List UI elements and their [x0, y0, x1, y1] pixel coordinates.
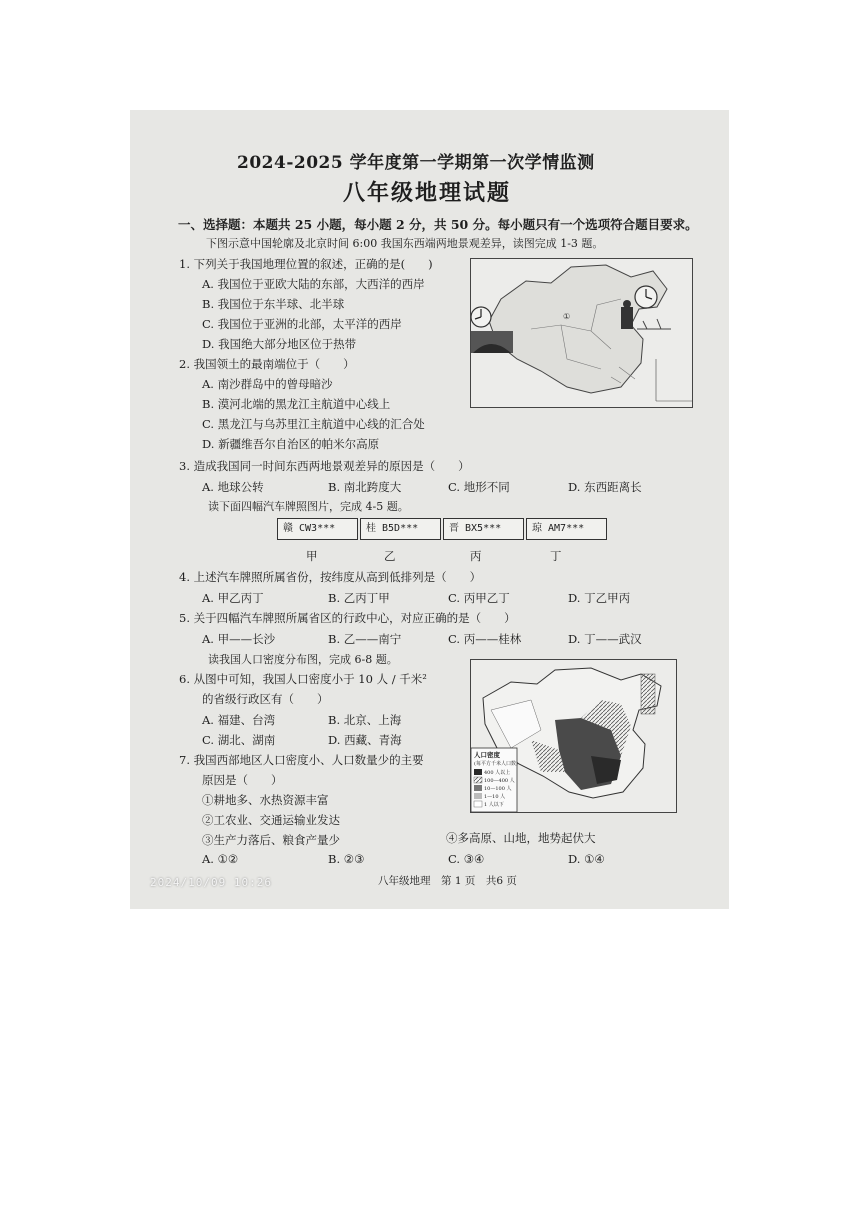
q2-option-b: B. 漠河北端的黑龙江主航道中心线上 — [202, 397, 391, 411]
q2-option-c: C. 黑龙江与乌苏里江主航道中心线的汇合处 — [202, 417, 425, 431]
q2-option-d: D. 新疆维吾尔自治区的帕米尔高原 — [202, 437, 380, 451]
question-6-cont: 的省级行政区有（ ） — [202, 692, 329, 706]
q7-option-d: D. ①④ — [568, 852, 605, 866]
q4-option-d: D. 丁乙甲丙 — [568, 591, 631, 605]
q4-option-c: C. 丙甲乙丁 — [448, 591, 510, 605]
q1-option-d: D. 我国绝大部分地区位于热带 — [202, 337, 357, 351]
intro-4-5: 读下面四幅汽车牌照图片，完成 4-5 题。 — [208, 500, 409, 513]
q2-option-a: A. 南沙群岛中的曾母暗沙 — [202, 377, 333, 391]
plate-jia: 赣 CW3*** — [277, 518, 358, 540]
plate-label-jia: 甲 — [306, 549, 318, 563]
question-3: 3. 造成我国同一时间东西两地景观差异的原因是（ ） — [179, 459, 470, 473]
person-morning-icon — [621, 307, 633, 329]
q7-statement-3: ③生产力落后、粮食产量少 — [202, 833, 340, 847]
svg-text:100—400 人: 100—400 人 — [484, 778, 515, 784]
question-4: 4. 上述汽车牌照所属省份，按纬度从高到低排列是（ ） — [179, 570, 482, 584]
china-map-figure — [471, 259, 692, 407]
exam-subtitle: 八年级地理试题 — [343, 180, 512, 206]
svg-text:1—10 人: 1—10 人 — [484, 794, 506, 800]
q7-statement-2: ②工农业、交通运输业发达 — [202, 813, 340, 827]
china-outline-map — [470, 258, 693, 408]
question-7: 7. 我国西部地区人口密度小、人口数量少的主要 — [179, 753, 424, 767]
exam-title: 2024-2025 学年度第一学期第一次学情监测 — [237, 153, 595, 173]
q5-option-a: A. 甲——长沙 — [202, 632, 276, 646]
q1-option-c: C. 我国位于亚洲的北部，太平洋的西岸 — [202, 317, 402, 331]
photo-timestamp: 2024/10/09 10:26 — [150, 876, 272, 889]
page-footer: 八年级地理 第 1 页 共6 页 — [378, 875, 517, 887]
q3-option-c: C. 地形不同 — [448, 480, 510, 494]
plate-label-bing: 丙 — [470, 549, 482, 563]
q1-option-b: B. 我国位于东半球、北半球 — [202, 297, 345, 311]
question-1: 1. 下列关于我国地理位置的叙述，正确的是( ) — [179, 257, 433, 271]
q3-option-a: A. 地球公转 — [202, 480, 264, 494]
q4-option-a: A. 甲乙丙丁 — [202, 591, 264, 605]
intro-1-3: 下图示意中国轮廓及北京时间 6:00 我国东西端两地景观差异，读图完成 1-3 题。 — [206, 237, 604, 250]
q7-statement-4: ④多高原、山地，地势起伏大 — [446, 831, 596, 845]
q5-option-c: C. 丙——桂林 — [448, 632, 522, 646]
q3-option-b: B. 南北跨度大 — [328, 480, 402, 494]
svg-text:人口密度: 人口密度 — [474, 751, 500, 759]
plate-label-yi: 乙 — [384, 549, 396, 563]
q5-option-d: D. 丁——武汉 — [568, 632, 642, 646]
section-heading: 一、选择题：本题共 25 小题，每小题 2 分，共 50 分。每小题只有一个选项符合题目要求。 — [178, 217, 698, 232]
exam-photo — [130, 110, 729, 909]
question-6: 6. 从图中可知，我国人口密度小于 10 人 / 千米² — [179, 672, 427, 686]
svg-text:400 人以上: 400 人以上 — [484, 770, 511, 776]
question-5: 5. 关于四幅汽车牌照所属省区的行政中心，对应正确的是（ ） — [179, 611, 516, 625]
q6-option-c: C. 湖北、湖南 — [202, 733, 276, 747]
q6-option-a: A. 福建、台湾 — [202, 713, 276, 727]
q7-option-b: B. ②③ — [328, 852, 365, 866]
q7-option-c: C. ③④ — [448, 852, 485, 866]
population-density-map — [470, 659, 677, 813]
question-7-cont: 原因是（ ） — [202, 773, 283, 787]
svg-text:①: ① — [563, 312, 571, 321]
q5-option-b: B. 乙——南宁 — [328, 632, 402, 646]
q6-option-b: B. 北京、上海 — [328, 713, 402, 727]
plate-yi: 桂 B5D*** — [360, 518, 441, 540]
q7-option-a: A. ①② — [202, 852, 239, 866]
svg-text:10—100 人: 10—100 人 — [484, 786, 512, 792]
intro-6-8: 读我国人口密度分布图，完成 6-8 题。 — [208, 653, 398, 666]
license-plates — [277, 518, 609, 542]
q6-option-d: D. 西藏、青海 — [328, 733, 402, 747]
plate-bing: 晋 BX5*** — [443, 518, 524, 540]
svg-text:(每平方千米人口数): (每平方千米人口数) — [474, 761, 518, 767]
plate-label-ding: 丁 — [550, 549, 562, 563]
q4-option-b: B. 乙丙丁甲 — [328, 591, 390, 605]
svg-text:1 人以下: 1 人以下 — [484, 802, 504, 808]
q3-option-d: D. 东西距离长 — [568, 480, 642, 494]
q7-statement-1: ①耕地多、水热资源丰富 — [202, 793, 329, 807]
population-map-figure — [471, 660, 676, 812]
plate-ding: 琼 AM7*** — [526, 518, 607, 540]
q1-option-a: A. 我国位于亚欧大陆的东部，大西洋的西岸 — [202, 277, 425, 291]
question-2: 2. 我国领土的最南端位于（ ） — [179, 357, 355, 371]
